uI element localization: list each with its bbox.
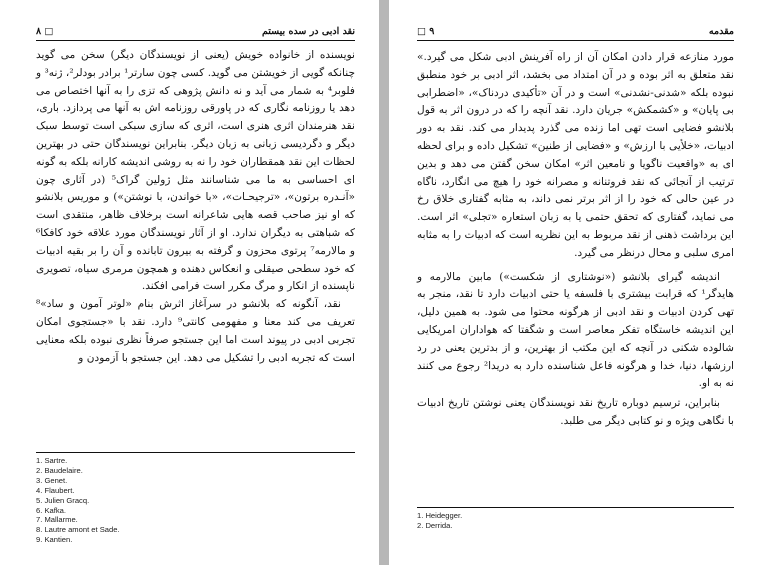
right-page: [389, 0, 768, 565]
footnote: 2. Baudelaire.: [36, 465, 83, 475]
footnotes: [417, 511, 462, 531]
paragraph: نقد، آنگونه که بلانشو در سرآغاز اثرش بنام «لوتر آمون و ساد»⁸ تعریف می کند معنا و مفهومی کانتی⁹ دارد. نقد با «جستجوی امکان تجربی ادبی در پیوند است اما این جستجو صرفاً نظری نبوده بلکه معنایی است که تجربه ادبی را تشکیل می دهد. این جستجو با آزمودن و: [36, 298, 356, 364]
footnote: 5. Julien Gracq.: [36, 495, 90, 505]
footnote: 2. Derrida.: [417, 520, 453, 530]
footnote: 3. Genet.: [36, 475, 68, 485]
footnote-rule: [36, 452, 355, 453]
page-number: ۸ □: [36, 25, 54, 37]
page-header: [417, 24, 734, 38]
footnote: 7. Mallarme.: [36, 515, 78, 525]
paragraph: بنابراین، ترسیم دوباره تاریخ نقد نویسندگان یعنی نوشتن تاریخ ادبیات با نگاهی ویژه و نو کتابی دیگر می طلبد.: [417, 397, 734, 427]
footnotes: [36, 456, 120, 545]
paragraph: نویسنده از خانواده خویش (یعنی از نویسندگان دیگر) سخن می گوید چنانکه گویی از خویشتن می گوید. کسی چون سارتر¹ برادر بودلر²، ژنه³ و فلوبر⁴ به شمار می آید و نه دانش پژوهی که تزی را به آنها اختصاص می دهد یا روزنامه نگاری که در پاورقی روزنامه اش به آنها می پردازد. باری، نقد هنرمندان اثری هنری است، اثری که سازی سبکی است توسط سبک دیگر و دگردیسی زبانی به زبان دیگر. بنابراین نویسندگان حتی در بهترین لحظات این نقد همقطاران خود را نه به روشی اندیشه کارانه بلکه به گونه ای احساسی به ما می شناسانند مثل ژولین گراک⁵ (در آثاری چون «آنـدره برتون»، «ترجیحـات»، «با خواندن، با نوشتن») و موریس بلانشو که او نیز صاحب قصه هایی شاعرانه است برخلاف ظاهر، منتقدی است که شباهتی به دیگران ندارد. او از آثار نویسندگان مورد علاقه خود کافکا⁶ و مالارمه⁷ پرتوی محزون و گرفته به بیرون تابانده و آن را بر بقیه ادبیات که خود سطحی صیقلی و انعکاس دهنده و همچون مرمری سیاه، تصویری ناپسنده از انکار و مرگ مکرر است فرامی افکند.: [36, 49, 356, 293]
paragraph: مورد منازعه قرار دادن امکان آن از راه آفرینش ادبی شکل می گیرد.» نقد متعلق به اثر بوده و در آن امتداد می بخشد، اثر ادبی بر خود منطبق نبوده بلکه «شدنی-نشدنی» است و در آن «تأکیدی دردناک»، «اضطرابی بی پایان» و «کشمکش» جریان دارد. نقد آنچه را که در درون اثر به قول بلانشو فضایی است تهی اما زنده می گذرد پدیدار می کند. نقد به دور ادبیات، «خلأیی با ارزش» و «فضایی از طنین» تشکیل داده و برای لحظه ای به «واقعیت ناگویا و نامعین اثر» امکان سخن گفتن می دهد و بدین ترتیب از آنجائی که نقد فروتنانه و مصرانه خود را هیچ می انگارد، ناگاه در عین حالی که خود را از اثر برتر نمی داند، به مثابه گفتاری خلاق رخ می نماید، گفتاری که تحقق حتمی یا به زبان استعاره «تجلی» اثر است. این برداشت ذهنی از نقد مربوط به این نظریه است که ادبیات را به مثابه امری سلبی و محال درنظر می گیرد.: [417, 51, 734, 259]
footnote: 8. Lautre amont et Sade.: [36, 525, 120, 535]
footnote: 6. Kafka.: [36, 505, 66, 515]
footnote: 1. Heidegger.: [417, 511, 463, 520]
page-number: □ ۹: [417, 25, 435, 37]
page-header: [36, 24, 355, 38]
paragraph: اندیشه گیرای بلانشو («نوشتاری از شکست») مابین مالارمه و هایدگر¹ که قرابت بیشتری با فلسفه یا حتی ادبیات دارد تا نقد، منجر به تهی کردن ادبیات و نقد ادبی از هرگونه محتوا می شود. به همین دلیل، این اندیشه خاستگاه تفکر معاصر است و شگفتا که هواداران امریکایی شالوده شکنی در آنچه که این مکتب از بهترین، و از بدترین یعنی در رد ارزشها، دنیا، خدا و هرگونه فاعل شناسنده دارد به دریدا² رجوع می کنند نه به او.: [417, 270, 734, 390]
header-rule: [417, 40, 734, 41]
running-title: مقدمه: [708, 25, 734, 37]
header-rule: [36, 40, 355, 41]
body-text: [417, 49, 734, 431]
body-text: [36, 47, 355, 367]
footnote: 1. Sartre.: [36, 456, 68, 465]
footnote-rule: [417, 507, 734, 508]
left-page: [0, 0, 379, 565]
footnote: 9. Kantien.: [36, 535, 73, 545]
running-title: نقد ادبی در سده بیستم: [261, 25, 355, 37]
footnote: 4. Flaubert.: [36, 485, 75, 495]
